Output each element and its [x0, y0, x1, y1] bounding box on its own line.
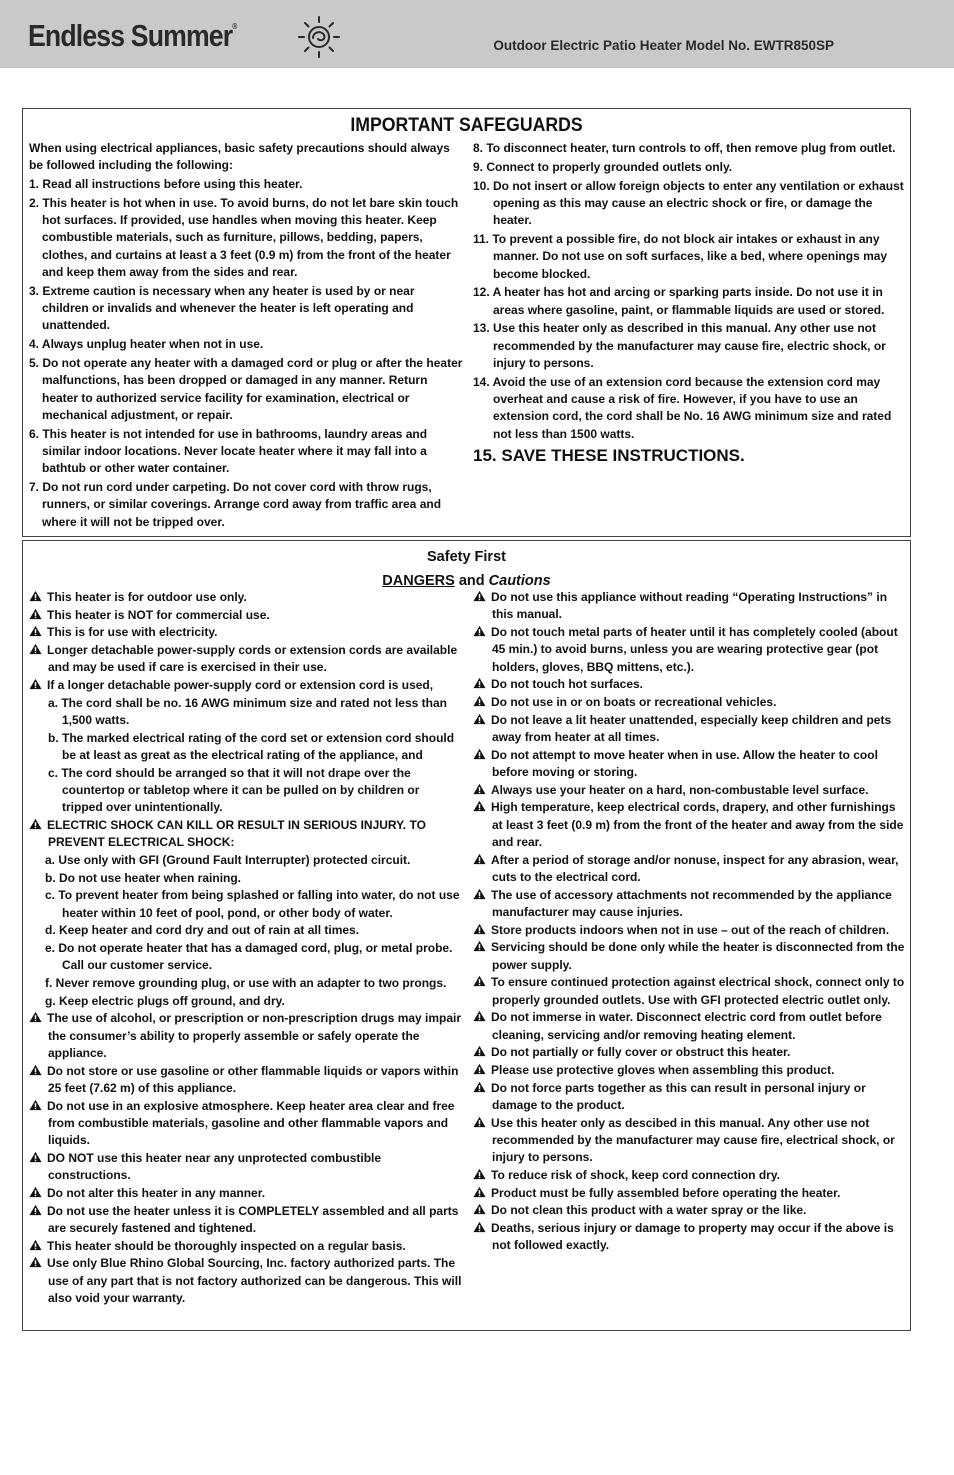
warning-triangle-icon [29, 1256, 42, 1268]
safety-first-box [22, 540, 911, 1331]
safeguard-item: 7. Do not run cord under carpeting. Do not cover cord with throw rugs, runners, or similar coverings. Arrange cord away from traffic area and where it will not be tripped over. [29, 480, 442, 529]
warning-item: If a longer detachable power-supply cord or extension cord is used, [29, 677, 463, 694]
warning-subitem: g. Keep electric plugs off ground, and dry. [45, 993, 285, 1008]
warning-item: Deaths, serious injury or damage to property may occur if the above is not followed exactly. [473, 1220, 907, 1255]
safeguard-item: 14. Avoid the use of an extension cord because the extension cord may overheat and cause a risk of fire. However, if you have to use an extension cord, the cord shall be No. 16 AWG minimum size and rated not less than 1500 watts. [473, 374, 892, 441]
safeguard-item: 6. This heater is not intended for use in bathrooms, laundry areas and similar indoor locations. Never locate heater where it may fall into a bathtub or other water container. [29, 426, 428, 476]
warning-triangle-icon [473, 975, 486, 987]
safeguards-title: IMPORTANT SAFEGUARDS [350, 115, 583, 136]
warning-item: The use of alcohol, or prescription or non-prescription drugs may impair the consumer’s ability to properly assemble or safely operate the appliance. [29, 1010, 463, 1062]
safeguard-item: 11. To prevent a possible fire, do not block air intakes or exhaust in any manner. Do not use on soft surfaces, like a bed, where openings may become blocked. [473, 231, 888, 281]
warning-triangle-icon [473, 1045, 486, 1057]
safeguards-left-column [29, 140, 463, 533]
brand-logo [28, 18, 237, 58]
warning-triangle-icon [29, 1064, 42, 1076]
safeguard-item: 9. Connect to properly grounded outlets only. [473, 159, 733, 174]
warning-triangle-icon [473, 1186, 486, 1198]
warning-triangle-icon [473, 923, 486, 935]
warning-triangle-icon [29, 590, 42, 602]
warning-triangle-icon [473, 1010, 486, 1022]
safeguard-item: 1. Read all instructions before using this heater. [29, 177, 303, 192]
warning-triangle-icon [473, 940, 486, 952]
warning-triangle-icon [473, 713, 486, 725]
dangers-right-column [473, 589, 907, 1255]
warning-item: Store products indoors when not in use – out of the reach of children. [473, 922, 907, 939]
warning-item: After a period of storage and/or nonuse, inspect for any abrasion, wear, cuts to the electrical cord. [473, 852, 907, 887]
warning-triangle-icon [29, 643, 42, 655]
warning-item: To ensure continued protection against electrical shock, connect only to properly grounded outlets. Use with GFI protected electric outlet only. [473, 974, 907, 1009]
warning-subitem: d. Keep heater and cord dry and out of rain at all times. [45, 923, 360, 938]
warning-triangle-icon [29, 1011, 42, 1023]
warning-triangle-icon [473, 590, 486, 602]
save-instructions-heading: 15. SAVE THESE INSTRUCTIONS. [473, 446, 745, 466]
warning-item: Do not touch hot surfaces. [473, 676, 907, 693]
warning-triangle-icon [473, 1203, 486, 1215]
warning-triangle-icon [473, 748, 486, 760]
warning-item: Do not clean this product with a water spray or the like. [473, 1202, 907, 1219]
warning-triangle-icon [29, 1099, 42, 1111]
safeguard-item: 4. Always unplug heater when not in use. [29, 337, 264, 352]
warning-subitem: a. The cord shall be no. 16 AWG minimum size and rated not less than 1,500 watts. [48, 695, 447, 728]
warning-triangle-icon [473, 625, 486, 637]
warning-triangle-icon [29, 818, 42, 830]
warning-subitem: c. To prevent heater from being splashed or falling into water, do not use heater within 10 feet of pool, pond, or other body of water. [45, 888, 460, 920]
warning-item: ELECTRIC SHOCK CAN KILL OR RESULT IN SERIOUS INJURY. TO PREVENT ELECTRICAL SHOCK: [29, 817, 463, 852]
safety-first-heading [23, 545, 910, 593]
brand-name: Endless Summer [28, 18, 233, 53]
warning-item: Do not immerse in water. Disconnect electric cord from outlet before cleaning, servicing and/or removing heating element. [473, 1009, 907, 1044]
warning-triangle-icon [473, 1063, 486, 1075]
safeguard-item: 13. Use this heater only as described in this manual. Any other use not recommended by the manufacturer may cause fire, electric shock, or injury to persons. [473, 321, 886, 371]
warning-item: High temperature, keep electrical cords, drapery, and other furnishings at least 3 feet (0.9 m) from the front of the heater and away from the side and rear. [473, 799, 907, 851]
warning-item: Do not store or use gasoline or other flammable liquids or vapors within 25 feet (7.62 m) of this appliance. [29, 1063, 463, 1098]
warning-item: This heater is for outdoor use only. [29, 589, 463, 606]
header-band [0, 0, 954, 68]
warning-item: This heater is NOT for commercial use. [29, 607, 463, 624]
safeguard-item: 5. Do not operate any heater with a damaged cord or plug or after the heater malfunctions, has been dropped or damaged in any manner. Return heater to authorized service facility for examination, electrical or mechanical adjustment, or repair. [29, 356, 463, 422]
warning-triangle-icon [473, 695, 486, 707]
warning-triangle-icon [29, 678, 42, 690]
safeguard-item: 10. Do not insert or allow foreign objects to enter any ventilation or exhaust opening as this may cause an electric shock or fire, or damage the heater. [473, 178, 904, 228]
warning-triangle-icon [473, 1081, 486, 1093]
warning-item: Do not alter this heater in any manner. [29, 1185, 463, 1202]
dangers-word: DANGERS [382, 573, 455, 589]
warning-item: Longer detachable power-supply cords or extension cords are available and may be used if care is exercised in their use. [29, 642, 463, 677]
safeguard-item: 3. Extreme caution is necessary when any heater is used by or near children or invalids and whenever the heater is left operating and unattended. [29, 283, 415, 333]
warning-item: Do not use in or on boats or recreational vehicles. [473, 694, 907, 711]
warning-subitem: b. The marked electrical rating of the cord set or extension cord should be at least as great as the electrical rating of the appliance, and [48, 730, 455, 763]
warning-item: Do not use the heater unless it is COMPLETELY assembled and all parts are securely fastened and tightened. [29, 1203, 463, 1238]
warning-triangle-icon [473, 1168, 486, 1180]
warning-item: This is for use with electricity. [29, 624, 463, 641]
important-safeguards-box [22, 108, 911, 537]
warning-triangle-icon [29, 1186, 42, 1198]
warning-item: Do not force parts together as this can result in personal injury or damage to the product. [473, 1080, 907, 1115]
warning-item: Product must be fully assembled before operating the heater. [473, 1185, 907, 1202]
safeguards-intro: When using electrical appliances, basic safety precautions should always be followed including the following: [29, 141, 450, 173]
cautions-word: Cautions [488, 573, 551, 589]
safety-first-title: Safety First [427, 549, 506, 565]
warning-triangle-icon [473, 677, 486, 689]
warning-subitem: b. Do not use heater when raining. [45, 870, 242, 885]
warning-triangle-icon [29, 1151, 42, 1163]
warning-item: DO NOT use this heater near any unprotected combustible constructions. [29, 1150, 463, 1185]
safeguard-item: 12. A heater has hot and arcing or sparking parts inside. Do not use it in areas where gasoline, paint, or flammable liquids are used or stored. [473, 285, 885, 317]
sun-logo-icon [296, 14, 342, 60]
warning-item: This heater should be thoroughly inspected on a regular basis. [29, 1238, 463, 1255]
warning-triangle-icon [473, 853, 486, 865]
safeguard-item: 2. This heater is hot when in use. To avoid burns, do not let bare skin touch hot surfaces. If provided, use handles when moving this heater. Keep combustible materials, such as furniture, pillows, bedding, papers, clothes, and curtains at least a 3 feet (0.9 m) from the front of the heater and keep them away from the sides and rear. [29, 195, 459, 280]
warning-item: Do not use this appliance without reading “Operating Instructions” in this manual. [473, 589, 907, 624]
warning-item: Do not partially or fully cover or obstruct this heater. [473, 1044, 907, 1061]
and-word: and [458, 573, 485, 589]
warning-subitem: e. Do not operate heater that has a damaged cord, plug, or metal probe. Call our customer service. [45, 941, 453, 973]
warning-triangle-icon [29, 608, 42, 620]
warning-item: Use only Blue Rhino Global Sourcing, Inc. factory authorized parts. The use of any part that is not factory authorized can be dangerous. This will also void your warranty. [29, 1255, 463, 1307]
warning-item: Do not leave a lit heater unattended, especially keep children and pets away from heater at all times. [473, 712, 907, 747]
warning-item: The use of accessory attachments not recommended by the appliance manufacturer may cause injuries. [473, 887, 907, 922]
model-line: Outdoor Electric Patio Heater Model No. EWTR850SP [493, 38, 834, 53]
dangers-left-column [29, 589, 463, 1308]
warning-item: Always use your heater on a hard, non-combustable level surface. [473, 782, 907, 799]
warning-triangle-icon [473, 1221, 486, 1233]
warning-triangle-icon [473, 800, 486, 812]
warning-item: Do not attempt to move heater when in use. Allow the heater to cool before moving or storing. [473, 747, 907, 782]
warning-triangle-icon [473, 783, 486, 795]
warning-triangle-icon [29, 625, 42, 637]
warning-subitem: f. Never remove grounding plug, or use with an adapter to two prongs. [45, 976, 447, 990]
warning-subitem: a. Use only with GFI (Ground Fault Interrupter) protected circuit. [45, 852, 411, 867]
registered-mark: ® [232, 22, 237, 31]
warning-item: Do not use in an explosive atmosphere. Keep heater area clear and free from combustible materials, gasoline and other flammable vapors and liquids. [29, 1098, 463, 1150]
warning-subitem: c. The cord should be arranged so that it will not drape over the countertop or tabletop where it can be pulled on by children or tripped over unintentionally. [48, 765, 420, 815]
warning-triangle-icon [29, 1239, 42, 1251]
warning-triangle-icon [473, 1116, 486, 1128]
warning-item: Use this heater only as descibed in this manual. Any other use not recommended by the manufacturer may cause fire, electrical shock, or injury to persons. [473, 1115, 907, 1167]
warning-item: Servicing should be done only while the heater is disconnected from the power supply. [473, 939, 907, 974]
warning-item: Please use protective gloves when assembling this product. [473, 1062, 907, 1079]
safeguard-item: 8. To disconnect heater, turn controls to off, then remove plug from outlet. [473, 141, 896, 155]
safeguards-right-column [473, 140, 905, 481]
warning-triangle-icon [29, 1204, 42, 1216]
warning-item: To reduce risk of shock, keep cord connection dry. [473, 1167, 907, 1184]
warning-triangle-icon [473, 888, 486, 900]
warning-item: Do not touch metal parts of heater until it has completely cooled (about 45 min.) to avoid burns, unless you are wearing protective gear (pot holders, gloves, BBQ mittens, etc.). [473, 624, 907, 676]
